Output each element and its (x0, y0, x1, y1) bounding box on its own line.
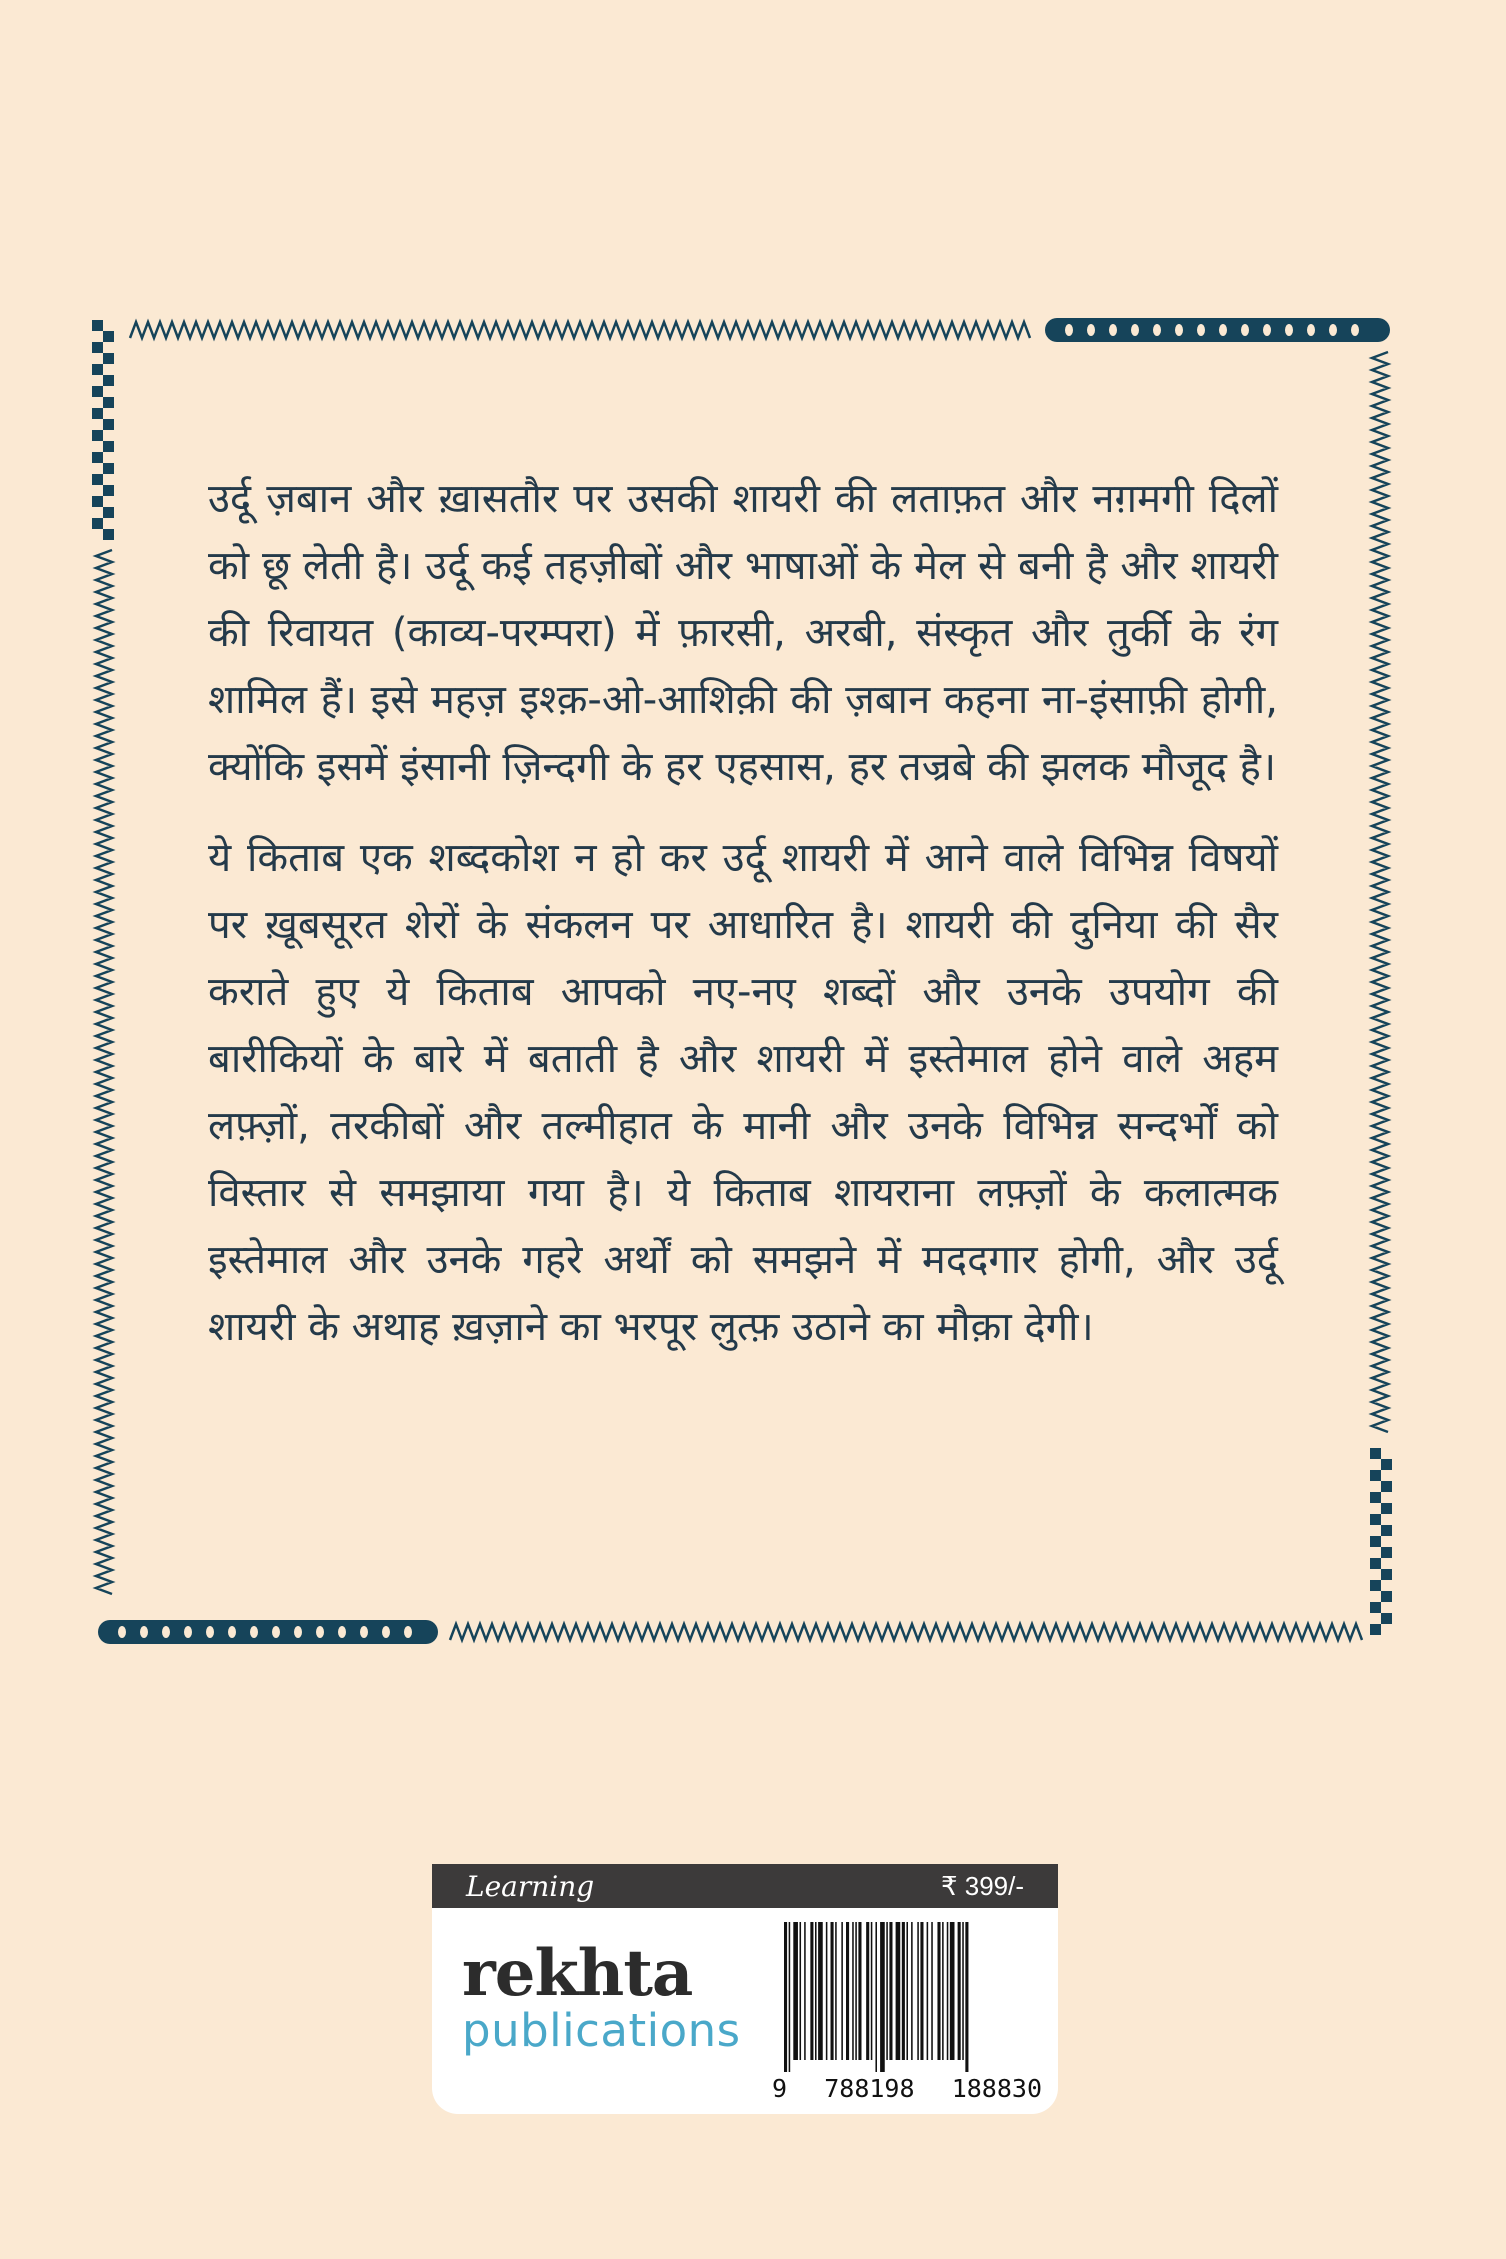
barcode-bar (965, 1922, 968, 2072)
bottom-dotted-band-dot (228, 1626, 236, 1638)
barcode-bar (804, 1922, 806, 2060)
barcode-bar (793, 1922, 798, 2060)
publisher-name: rekhta (462, 1936, 693, 2011)
bottom-dotted-band-dot (162, 1626, 170, 1638)
top-dotted-band-dot (1109, 324, 1117, 336)
barcode-bars (784, 1922, 1034, 2072)
bottom-dotted-band-dot (184, 1626, 192, 1638)
right-checker-strip-cell (1370, 1470, 1381, 1481)
barcode-bar (852, 1922, 854, 2060)
isbn-group-2: 188830 (951, 2074, 1042, 2103)
bottom-zigzag-border (450, 1624, 1362, 1640)
barcode-bar (835, 1922, 837, 2060)
right-checker-strip-cell (1381, 1503, 1392, 1514)
left-checker-strip-cell (92, 364, 103, 375)
barcode-bar (855, 1922, 857, 2060)
barcode-bar (902, 1922, 905, 2060)
barcode-bar (858, 1922, 861, 2060)
barcode-bar (800, 1922, 802, 2060)
left-checker-strip-cell (103, 507, 114, 518)
right-checker-strip-cell (1370, 1624, 1381, 1635)
left-checker-strip-cell (92, 342, 103, 353)
barcode-bar (889, 1922, 892, 2060)
blurb-paragraph-2: ये किताब एक शब्दकोश न हो कर उर्दू शायरी में आने वाले विभिन्न विषयों पर ख़ूबसूरत शेरों के संकलन पर आधारित है। शायरी की दुनिया की सैर कराते हुए ये किताब आपको नए-नए शब्दों और उनके उपयोग की बारीकियों के बारे में बताती है और शायरी में इस्तेमाल होने वाले अहम लफ़्ज़ों, तरकीबों और तल्मीहात के मानी और उनके विभिन्न सन्दर्भों को विस्तार से समझाया गया है। ये किताब शायराना लफ़्ज़ों के कलात्मक इस्तेमाल और उनके गहरे अर्थों को समझने में मददगार होगी, और उर्दू शायरी के अथाह ख़ज़ाने का भरपूर लुत्फ़ उठाने का मौक़ा देगी। (208, 835, 1278, 1350)
barcode-bar (784, 1922, 787, 2072)
right-checker-strip-cell (1381, 1481, 1392, 1492)
left-checker-strip-cell (92, 474, 103, 485)
right-checker-strip-cell (1370, 1492, 1381, 1503)
left-checker-strip-cell (103, 331, 114, 342)
bottom-dotted-band-dot (118, 1626, 126, 1638)
barcode-bar (927, 1922, 929, 2060)
barcode-bar (810, 1922, 813, 2060)
barcode-bar (789, 1922, 791, 2072)
bottom-dotted-band-dot (206, 1626, 214, 1638)
right-checker-strip-cell (1381, 1613, 1392, 1624)
right-checker-strip-cell (1381, 1547, 1392, 1558)
bottom-dotted-band-dot (140, 1626, 148, 1638)
top-dotted-band-dot (1329, 324, 1337, 336)
isbn-digit-first: 9 (772, 2074, 788, 2103)
right-checker-strip-cell (1370, 1602, 1381, 1613)
top-dotted-band-dot (1241, 324, 1249, 336)
barcode-bar (962, 1922, 964, 2060)
right-checker-strip-cell (1370, 1514, 1381, 1525)
barcode-bar (871, 1922, 873, 2060)
barcode-bar (947, 1922, 949, 2060)
right-checker-strip-cell (1370, 1580, 1381, 1591)
top-dotted-band-dot (1285, 324, 1293, 336)
bottom-dotted-band-dot (338, 1626, 346, 1638)
barcode-bar (866, 1922, 869, 2060)
price-label: ₹ 399/- (940, 1870, 1024, 1901)
barcode-bar (815, 1922, 817, 2060)
left-checker-strip-cell (103, 463, 114, 474)
top-dotted-band-dot (1219, 324, 1227, 336)
left-checker-strip-cell (92, 430, 103, 441)
barcode-bar (931, 1922, 933, 2060)
blurb-paragraph-1: उर्दू ज़बान और ख़ासतौर पर उसकी शायरी की लताफ़त और नग़मगी दिलों को छू लेती है। उर्दू कई तहज़ीबों और भाषाओं के मेल से बनी है और शायरी की रिवायत (काव्य-परम्परा) में फ़ारसी, अरबी, संस्कृत और तुर्की के रंग शामिल हैं। इसे महज़ इश्क़-ओ-आशिक़ी की ज़बान कहना ना-इंसाफ़ी होगी, क्योंकि इसमें इंसानी ज़िन्दगी के हर एहसास, हर तज्रबे की झलक मौजूद है। (208, 476, 1278, 790)
isbn-group-1: 788198 (824, 2074, 915, 2103)
top-dotted-band-dot (1131, 324, 1139, 336)
publisher-subtitle: publications (462, 2004, 741, 2057)
category-label: Learning (466, 1869, 595, 1903)
left-checker-strip-cell (103, 529, 114, 540)
top-dotted-band-dot (1307, 324, 1315, 336)
barcode-bar (950, 1922, 955, 2060)
right-checker-strip-cell (1370, 1558, 1381, 1569)
right-checker-strip-cell (1381, 1591, 1392, 1602)
left-checker-strip-cell (103, 397, 114, 408)
barcode-bar (937, 1922, 940, 2060)
top-dotted-band-dot (1263, 324, 1271, 336)
left-checker-strip-cell (103, 485, 114, 496)
bottom-dotted-band-dot (360, 1626, 368, 1638)
top-dotted-band-dot (1065, 324, 1073, 336)
barcode-bar (920, 1922, 923, 2060)
left-checker-strip-cell (92, 408, 103, 419)
barcode-bar (831, 1922, 834, 2060)
category-price-bar (432, 1864, 1058, 1908)
back-cover-blurb (208, 466, 1278, 1385)
left-zigzag-border (96, 550, 112, 1594)
top-zigzag-border (130, 322, 1030, 338)
isbn-barcode (772, 1922, 1042, 2102)
right-checker-strip-cell (1381, 1525, 1392, 1536)
top-dotted-band (1045, 318, 1390, 342)
top-dotted-band-dot (1351, 324, 1359, 336)
barcode-bar (911, 1922, 913, 2060)
bottom-dotted-band-dot (316, 1626, 324, 1638)
right-checker-strip-cell (1381, 1569, 1392, 1580)
isbn-number (772, 2074, 1042, 2103)
left-checker-strip-cell (103, 441, 114, 452)
right-checker-strip-cell (1370, 1448, 1381, 1459)
bottom-dotted-band-dot (250, 1626, 258, 1638)
top-dotted-band-dot (1175, 324, 1183, 336)
left-checker-strip-cell (92, 496, 103, 507)
barcode-bar (958, 1922, 961, 2060)
barcode-bar (906, 1922, 908, 2060)
top-dotted-band-dot (1087, 324, 1095, 336)
right-checker-strip-cell (1370, 1536, 1381, 1547)
barcode-bar (875, 1922, 877, 2072)
bottom-dotted-band-dot (404, 1626, 412, 1638)
left-checker-strip-cell (103, 419, 114, 430)
barcode-bar (841, 1922, 843, 2060)
barcode-bar (826, 1922, 828, 2060)
barcode-bar (886, 1922, 888, 2060)
top-dotted-band-dot (1153, 324, 1161, 336)
barcode-bar (818, 1922, 823, 2060)
left-checker-strip-cell (92, 452, 103, 463)
left-checker-strip-cell (92, 320, 103, 331)
left-checker-strip-cell (92, 386, 103, 397)
publisher-logo (462, 1936, 762, 2057)
bottom-dotted-band-dot (294, 1626, 302, 1638)
top-dotted-band-dot (1197, 324, 1205, 336)
left-checker-strip-cell (92, 518, 103, 529)
right-zigzag-border (1372, 352, 1388, 1432)
bottom-dotted-band-dot (272, 1626, 280, 1638)
left-checker-strip-cell (103, 353, 114, 364)
barcode-bar (880, 1922, 885, 2072)
left-checker-strip-cell (103, 375, 114, 386)
barcode-bar (896, 1922, 901, 2060)
barcode-bar (846, 1922, 849, 2060)
bottom-dotted-band-dot (382, 1626, 390, 1638)
barcode-bar (942, 1922, 944, 2060)
right-checker-strip-cell (1381, 1459, 1392, 1470)
barcode-bar (917, 1922, 919, 2060)
price-barcode-panel (432, 1864, 1058, 2114)
